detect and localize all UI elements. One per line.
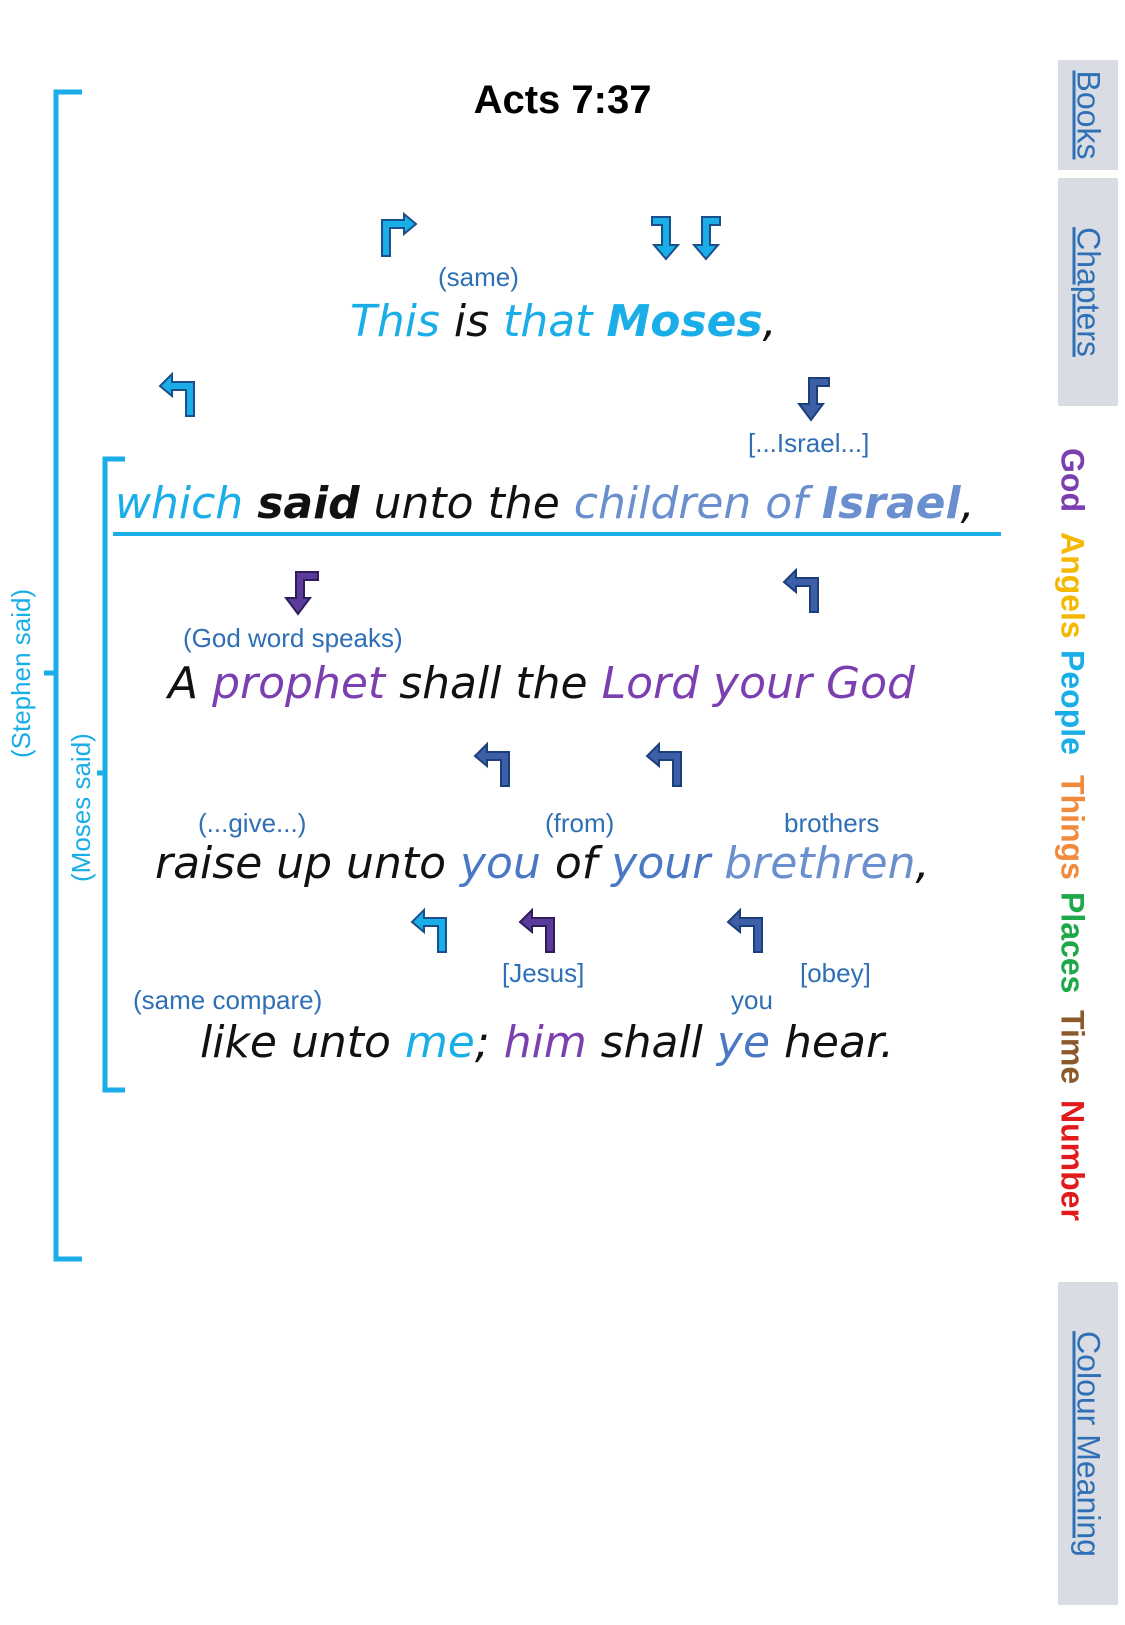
word-of: of (554, 838, 598, 889)
arrow-up-left-icon (158, 372, 198, 418)
verse-line-1 (350, 296, 777, 347)
arrow-up-left-icon (782, 568, 822, 614)
arrow-up-right-icon (378, 212, 418, 260)
arrow-down-icon (690, 215, 724, 261)
word-that: that (503, 296, 593, 347)
note-god-word: (God word speaks) (183, 623, 403, 653)
punct-comma: , (762, 296, 777, 347)
note-same: (same) (438, 262, 519, 292)
word-you: you (460, 838, 541, 889)
tab-books[interactable] (1058, 60, 1118, 170)
words-lord-your-god: Lord your God (601, 658, 915, 709)
note-give: (...give...) (198, 808, 307, 838)
punct-comma: , (960, 478, 975, 529)
inner-bracket-label: (Moses said) (66, 733, 96, 882)
words-unto-the: unto the (373, 478, 560, 529)
arrow-up-left-icon (518, 908, 558, 954)
legend-time: Time (1054, 1010, 1091, 1085)
inner-bracket (95, 455, 135, 1095)
word-ye: ye (716, 1017, 771, 1068)
word-which: which (115, 478, 244, 529)
word-moses: Moses (606, 296, 763, 347)
words-children-of: children of (573, 478, 808, 529)
outer-bracket-label: (Stephen said) (6, 588, 36, 758)
word-hear: hear. (784, 1017, 894, 1068)
word-your: your (611, 838, 711, 889)
words-like-unto: like unto (200, 1017, 391, 1068)
verse-line-5 (200, 1017, 894, 1068)
word-said: said (257, 478, 360, 529)
arrow-up-left-icon (410, 908, 450, 954)
tab-colour-meaning-label[interactable]: Colour Meaning (1070, 1330, 1107, 1557)
arrow-down-icon (795, 376, 831, 422)
note-you: you (731, 985, 773, 1015)
note-same-compare: (same compare) (133, 985, 323, 1015)
note-jesus: [Jesus] (502, 958, 585, 988)
arrow-down-icon (650, 215, 682, 261)
legend-god: God (1054, 448, 1091, 512)
underline-which-said (113, 532, 1001, 536)
words-raise-up-unto: raise up unto (155, 838, 447, 889)
page-title: Acts 7:37 (473, 78, 652, 122)
tab-colour-meaning[interactable] (1058, 1282, 1118, 1605)
note-from: (from) (545, 808, 615, 838)
word-him: him (503, 1017, 587, 1068)
word-this: This (350, 296, 440, 347)
legend-number: Number (1054, 1100, 1091, 1221)
word-brethren: brethren (724, 838, 916, 889)
verse-line-4 (155, 838, 930, 889)
note-israel: [...Israel...] (748, 428, 870, 458)
legend-people: People (1054, 650, 1091, 755)
note-obey: [obey] (800, 958, 871, 988)
word-prophet: prophet (212, 658, 386, 709)
legend-angels: Angels (1054, 532, 1091, 639)
tab-chapters-label[interactable]: Chapters (1070, 227, 1107, 357)
verse-line-3 (168, 658, 915, 709)
outer-bracket (40, 88, 90, 1263)
word-shall: shall (600, 1017, 703, 1068)
word-a: A (168, 658, 199, 709)
legend-things: Things (1054, 775, 1091, 880)
punct-semicolon: ; (474, 1017, 490, 1068)
words-shall-the: shall the (399, 658, 588, 709)
word-me: me (404, 1017, 475, 1068)
note-brothers: brothers (784, 808, 880, 838)
tab-books-label[interactable]: Books (1070, 70, 1107, 160)
word-is: is (453, 296, 490, 347)
tab-chapters[interactable] (1058, 178, 1118, 406)
punct-comma: , (915, 838, 930, 889)
legend-places: Places (1054, 892, 1091, 994)
word-israel: Israel (821, 478, 961, 529)
arrow-up-left-icon (645, 742, 685, 788)
arrow-up-left-icon (473, 742, 513, 788)
arrow-down-icon (282, 570, 322, 616)
verse-line-2 (115, 478, 975, 529)
arrow-up-left-icon (726, 908, 766, 954)
